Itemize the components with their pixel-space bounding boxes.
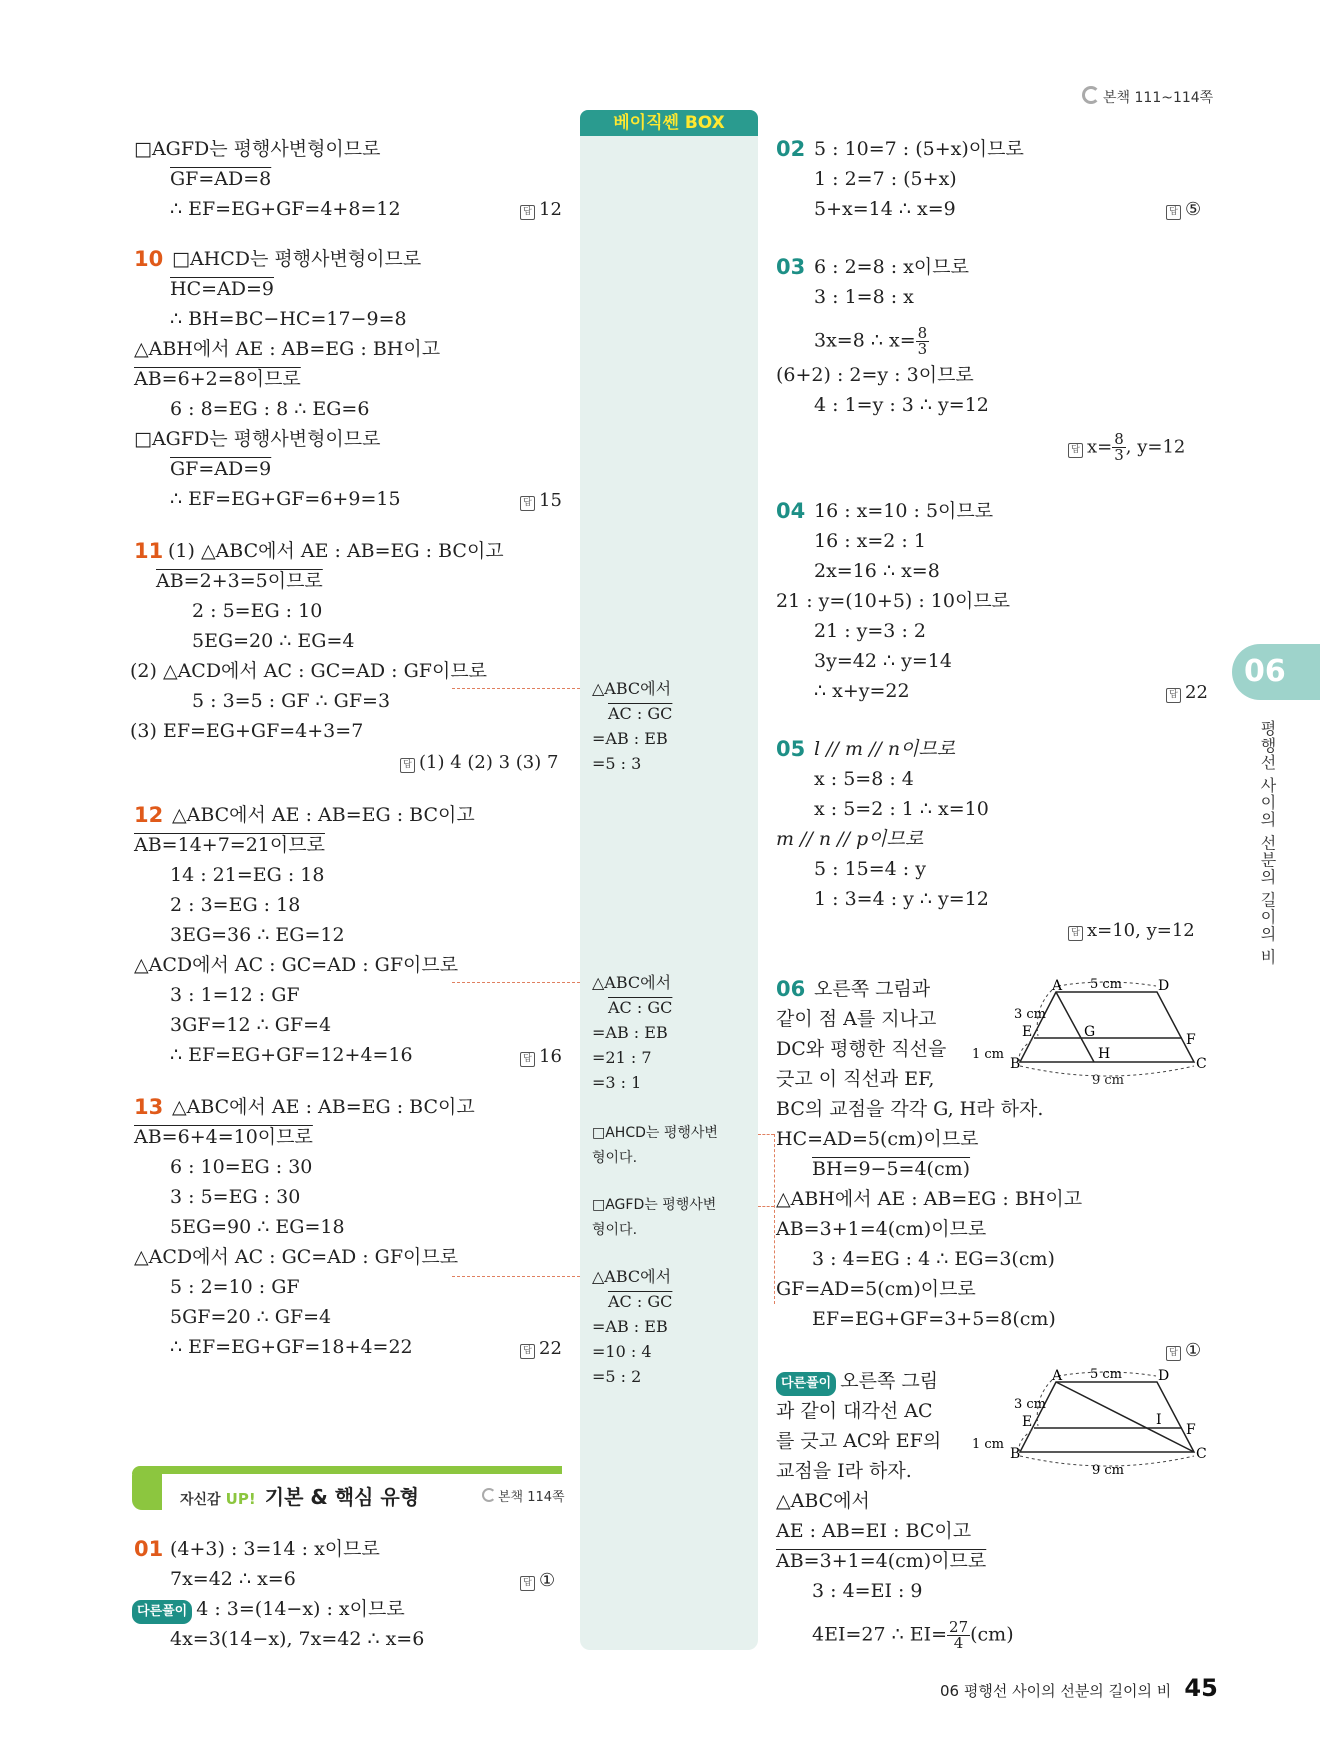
label-left2: 1 cm	[972, 1047, 1005, 1062]
line: 4EI=27 ∴ EI= $\frac{27}{4}$ (cm)	[812, 1618, 1014, 1652]
problem-number: 05	[776, 737, 806, 761]
line: ∴ x+y=22	[814, 680, 910, 702]
line: 6 : 10=EG : 30	[170, 1156, 313, 1178]
line: 4x=3(14−x), 7x=42 ∴ x=6	[170, 1628, 425, 1650]
line: 3y=42 ∴ y=14	[814, 650, 952, 672]
answer-badge: 답 22	[1166, 682, 1208, 703]
note: =3 : 1	[592, 1073, 642, 1092]
line: GF=AD=5(cm)이므로	[776, 1278, 976, 1300]
answer-badge: 답 15	[520, 490, 562, 511]
answer-icon: 답	[520, 1344, 535, 1359]
line: ∴ EF=EG+GF=4+8=12	[170, 198, 401, 220]
line: △ABH에서 AE : AB=EG : BH이고	[134, 338, 441, 360]
label-D: D	[1158, 978, 1170, 994]
line: AB=3+1=4(cm)이므로	[776, 1550, 987, 1572]
problem-number: 02	[776, 137, 806, 161]
line: AB=6+2=8이므로	[134, 368, 301, 390]
label-bottom: 9 cm	[1092, 1463, 1125, 1478]
line: △ABC에서 AE : AB=EG : BC이고	[172, 804, 475, 826]
line: 21 : y=3 : 2	[814, 620, 926, 642]
answer-icon: 답	[520, 205, 535, 220]
line: 4 : 1=y : 3 ∴ y=12	[814, 394, 989, 416]
line: 오른쪽 그림과	[814, 978, 931, 1000]
answer-icon: 답	[1166, 1346, 1181, 1361]
label-A: A	[1052, 978, 1063, 994]
answer-icon: 답	[400, 758, 415, 773]
note: =5 : 2	[592, 1367, 642, 1386]
connector	[452, 1276, 580, 1277]
problem-number: 01	[134, 1537, 164, 1561]
line: 2 : 3=EG : 18	[170, 894, 301, 916]
answer-badge: 답 22	[520, 1338, 562, 1359]
section-label-up: UP!	[225, 1490, 256, 1508]
line: 3 : 4=EG : 4 ∴ EG=3(cm)	[812, 1248, 1055, 1270]
line: AB=3+1=4(cm)이므로	[776, 1218, 987, 1240]
note: 형이다.	[592, 1222, 638, 1238]
problem-number: 06	[776, 977, 806, 1001]
chapter-tab: 06	[1232, 644, 1320, 700]
line: AE : AB=EI : BC이고	[776, 1520, 972, 1542]
problem-number: 03	[776, 255, 806, 279]
line: 교점을 I라 하자.	[776, 1460, 912, 1482]
answer-badge: 답 16	[520, 1046, 562, 1067]
note: =AB : EB	[592, 1023, 668, 1042]
label-I: I	[1156, 1412, 1162, 1428]
chapter-vertical-title: 평행선 사이의 선분의 길이의 비	[1258, 720, 1277, 966]
label-left1: 3 cm	[1014, 1007, 1047, 1022]
note: □AGFD는 평행사변	[592, 1197, 717, 1213]
label-A: A	[1052, 1368, 1063, 1384]
line: 3x=8 ∴ x= $\frac{8}{3}$	[814, 324, 928, 358]
line: 3 : 1=8 : x	[814, 286, 914, 308]
line: 5+x=14 ∴ x=9	[814, 198, 956, 220]
line: (2) △ACD에서 AC : GC=AD : GF이므로	[130, 660, 488, 682]
line: ∴ EF=EG+GF=18+4=22	[170, 1336, 413, 1358]
label-left2: 1 cm	[972, 1437, 1005, 1452]
note: =AB : EB	[592, 1317, 668, 1336]
line: △ABC에서	[776, 1490, 870, 1512]
note: =5 : 3	[592, 754, 642, 773]
line: 를 긋고 AC와 EF의	[776, 1430, 942, 1452]
label-G: G	[1084, 1024, 1096, 1040]
footer-title: 06 평행선 사이의 선분의 길이의 비	[940, 1682, 1172, 1700]
connector	[758, 1206, 774, 1207]
line: 같이 점 A를 지나고	[776, 1008, 937, 1030]
note: AC : GC	[608, 998, 673, 1017]
line: GF=AD=9	[170, 458, 272, 480]
section-title-group	[180, 1481, 419, 1510]
note: △ABC에서	[592, 973, 672, 992]
line: □AGFD는 평행사변형이므로	[134, 138, 381, 160]
answer-icon: 답	[1068, 443, 1083, 458]
label-top: 5 cm	[1090, 978, 1123, 992]
section-corner	[132, 1466, 162, 1510]
line: ∴ EF=EG+GF=12+4=16	[170, 1044, 413, 1066]
note: AC : GC	[608, 1292, 673, 1311]
line: △ACD에서 AC : GC=AD : GF이므로	[134, 954, 459, 976]
connector	[774, 1134, 775, 1304]
line: m // n // p이므로	[776, 828, 924, 850]
line: x : 5=2 : 1 ∴ x=10	[814, 798, 989, 820]
label-E: E	[1022, 1024, 1033, 1040]
answer-icon: 답	[520, 1052, 535, 1067]
line: l // m // n이므로	[814, 738, 956, 760]
line: AB=14+7=21이므로	[134, 834, 325, 856]
label-bottom: 9 cm	[1092, 1073, 1125, 1088]
section-title: 기본 & 핵심 유형	[264, 1485, 420, 1509]
answer-icon: 답	[520, 496, 535, 511]
label-H: H	[1098, 1046, 1111, 1062]
line: ∴ BH=BC−HC=17−9=8	[170, 308, 407, 330]
line: 과 같이 대각선 AC	[776, 1400, 933, 1422]
line: 3EG=36 ∴ EG=12	[170, 924, 345, 946]
line: (1) △ABC에서 AE : AB=EG : BC이고	[168, 540, 504, 562]
basic-box-title: 베이직쎈 BOX	[580, 110, 758, 136]
note: =21 : 7	[592, 1048, 652, 1067]
label-D: D	[1158, 1368, 1170, 1384]
label-E: E	[1022, 1414, 1033, 1430]
fraction: $\frac{8}{3}$	[1114, 430, 1124, 464]
answer-badge: 답 (1) 4 (2) 3 (3) 7	[400, 752, 558, 773]
problem-number: 12	[134, 803, 164, 827]
line: △ACD에서 AC : GC=AD : GF이므로	[134, 1246, 459, 1268]
note: △ABC에서	[592, 1267, 672, 1286]
line: 긋고 이 직선과 EF,	[776, 1068, 935, 1090]
problem-number: 13	[134, 1095, 164, 1119]
label-top: 5 cm	[1090, 1368, 1123, 1382]
line: (4+3) : 3=14 : x이므로	[170, 1538, 380, 1560]
section-header	[132, 1466, 565, 1510]
line: DC와 평행한 직선을	[776, 1038, 947, 1060]
section-ref: 본책 114쪽	[482, 1486, 565, 1505]
line: 3 : 1=12 : GF	[170, 984, 300, 1006]
section-bar	[132, 1466, 562, 1474]
fraction: $\frac{27}{4}$	[949, 1618, 969, 1652]
answer-badge: 답 x=10, y=12	[1068, 920, 1195, 941]
line: EF=EG+GF=3+5=8(cm)	[812, 1308, 1056, 1330]
answer-badge: 답 x= $\frac{8}{3}$ , y=12	[1068, 432, 1185, 463]
note: =AB : EB	[592, 729, 668, 748]
line: BC의 교점을 각각 G, H라 하자.	[776, 1098, 1044, 1120]
line: 6 : 2=8 : x이므로	[814, 256, 969, 278]
alt-solution-badge: 다른풀이	[776, 1372, 836, 1396]
alt-solution-line: 다른풀이 오른쪽 그림	[776, 1370, 938, 1396]
alt-solution-badge: 다른풀이	[132, 1600, 192, 1624]
line: 2x=16 ∴ x=8	[814, 560, 940, 582]
answer-badge: 답 12	[520, 199, 562, 220]
answer-badge: 답 ⑤	[1166, 199, 1201, 220]
line: △ABH에서 AE : AB=EG : BH이고	[776, 1188, 1083, 1210]
line: 5GF=20 ∴ GF=4	[170, 1306, 332, 1328]
answer-icon: 답	[1166, 688, 1181, 703]
trapezoid-figure-1	[972, 978, 1210, 1090]
line: x : 5=8 : 4	[814, 768, 914, 790]
ref-icon	[1082, 86, 1100, 104]
line: 5 : 2=10 : GF	[170, 1276, 300, 1298]
label-left1: 3 cm	[1014, 1397, 1047, 1412]
line: △ABC에서 AE : AB=EG : BC이고	[172, 1096, 475, 1118]
line: HC=AD=9	[170, 278, 274, 300]
section-label: 자신감	[180, 1492, 221, 1508]
answer-badge: 답 ①	[520, 1570, 555, 1591]
line: 5EG=90 ∴ EG=18	[170, 1216, 345, 1238]
line: 5EG=20 ∴ EG=4	[192, 630, 355, 652]
line: 16 : x=10 : 5이므로	[814, 500, 994, 522]
answer-badge: 답 ①	[1166, 1340, 1201, 1361]
footer	[940, 1674, 1218, 1702]
problem-number: 11	[134, 539, 164, 563]
line: 5 : 15=4 : y	[814, 858, 926, 880]
line: HC=AD=5(cm)이므로	[776, 1128, 979, 1150]
line: 3 : 4=EI : 9	[812, 1580, 923, 1602]
label-F: F	[1186, 1422, 1196, 1438]
line: ∴ EF=EG+GF=6+9=15	[170, 488, 401, 510]
line: 14 : 21=EG : 18	[170, 864, 325, 886]
label-C: C	[1196, 1446, 1207, 1462]
line: AB=2+3=5이므로	[156, 570, 323, 592]
line: 3GF=12 ∴ GF=4	[170, 1014, 332, 1036]
line: 16 : x=2 : 1	[814, 530, 926, 552]
line: BH=9−5=4(cm)	[812, 1158, 971, 1180]
line: □AGFD는 평행사변형이므로	[134, 428, 381, 450]
label-B: B	[1010, 1056, 1021, 1072]
answer-icon: 답	[520, 1576, 535, 1591]
connector	[758, 1134, 774, 1135]
label-F: F	[1186, 1032, 1196, 1048]
line: 5 : 3=5 : GF ∴ GF=3	[192, 690, 391, 712]
answer-icon: 답	[1166, 205, 1181, 220]
line: 7x=42 ∴ x=6	[170, 1568, 296, 1590]
connector	[452, 688, 580, 689]
page-number: 45	[1184, 1674, 1218, 1702]
problem-number: 10	[134, 247, 164, 271]
line: (6+2) : 2=y : 3이므로	[776, 364, 974, 386]
header-ref: 본책 111~114쪽	[1082, 86, 1213, 107]
line: 2 : 5=EG : 10	[192, 600, 323, 622]
line: 6 : 8=EG : 8 ∴ EG=6	[170, 398, 370, 420]
line: GF=AD=8	[170, 168, 272, 190]
note: □AHCD는 평행사변	[592, 1125, 718, 1141]
alt-solution-line: 다른풀이 4 : 3=(14−x) : x이므로	[132, 1598, 405, 1624]
basic-box-column	[580, 110, 758, 1650]
line: 1 : 2=7 : (5+x)	[814, 168, 957, 190]
trapezoid-figure-2	[972, 1368, 1210, 1480]
note: △ABC에서	[592, 679, 672, 698]
line: 21 : y=(10+5) : 10이므로	[776, 590, 1011, 612]
problem-number: 04	[776, 499, 806, 523]
answer-icon: 답	[1068, 926, 1083, 941]
label-C: C	[1196, 1056, 1207, 1072]
line: (3) EF=EG+GF=4+3=7	[130, 720, 364, 742]
ref-icon	[482, 1488, 496, 1502]
connector	[452, 982, 580, 983]
note: =10 : 4	[592, 1342, 652, 1361]
line: 5 : 10=7 : (5+x)이므로	[814, 138, 1024, 160]
line: 3 : 5=EG : 30	[170, 1186, 301, 1208]
fraction: $\frac{8}{3}$	[917, 324, 928, 358]
line: □AHCD는 평행사변형이므로	[172, 248, 422, 270]
label-B: B	[1010, 1446, 1021, 1462]
line: 1 : 3=4 : y ∴ y=12	[814, 888, 989, 910]
note: AC : GC	[608, 704, 673, 723]
note: 형이다.	[592, 1150, 638, 1166]
line: AB=6+4=10이므로	[134, 1126, 313, 1148]
